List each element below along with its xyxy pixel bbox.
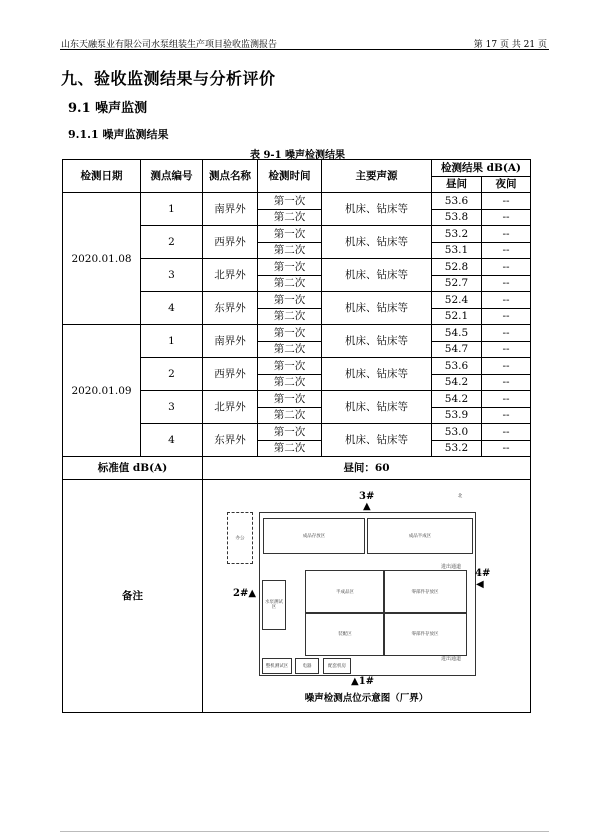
source-cell: 机床、钻床等 bbox=[322, 325, 432, 358]
day-value-cell: 53.6 bbox=[432, 358, 482, 375]
time-cell: 第二次 bbox=[258, 242, 322, 259]
point-name-cell: 东界外 bbox=[203, 424, 258, 457]
col-point-no: 测点编号 bbox=[141, 160, 203, 193]
date-cell: 2020.01.09 bbox=[63, 325, 141, 457]
time-cell: 第二次 bbox=[258, 407, 322, 424]
night-value-cell: -- bbox=[482, 193, 531, 210]
point-no-cell: 4 bbox=[141, 424, 203, 457]
time-cell: 第一次 bbox=[258, 358, 322, 375]
night-value-cell: -- bbox=[482, 259, 531, 276]
subsection-heading: 9.1 噪声监测 bbox=[68, 101, 148, 116]
noise-result-table bbox=[62, 159, 531, 713]
night-value-cell: -- bbox=[482, 407, 531, 424]
night-value-cell: -- bbox=[482, 308, 531, 325]
time-cell: 第一次 bbox=[258, 424, 322, 441]
remark-cell bbox=[203, 480, 531, 713]
day-value-cell: 53.8 bbox=[432, 209, 482, 226]
marker-3-triangle-icon: ▲ bbox=[363, 501, 371, 512]
subsubsection-heading: 9.1.1 噪声监测结果 bbox=[68, 128, 169, 141]
col-date: 检测日期 bbox=[63, 160, 141, 193]
gen-room: 配套机房 bbox=[323, 658, 351, 674]
parts-store-area: 零部件存放区 bbox=[383, 570, 467, 614]
source-cell: 机床、钻床等 bbox=[322, 391, 432, 424]
source-cell: 机床、钻床等 bbox=[322, 193, 432, 226]
footer-divider bbox=[60, 831, 549, 832]
time-cell: 第二次 bbox=[258, 308, 322, 325]
source-cell: 机床、钻床等 bbox=[322, 292, 432, 325]
point-no-cell: 2 bbox=[141, 358, 203, 391]
finished-area: 成品存放区 bbox=[263, 518, 365, 554]
north-arrow-icon: 北 bbox=[457, 493, 463, 499]
time-cell: 第二次 bbox=[258, 341, 322, 358]
point-no-cell: 1 bbox=[141, 193, 203, 226]
day-value-cell: 53.2 bbox=[432, 226, 482, 243]
test-area: 整机测试区 bbox=[262, 658, 292, 674]
time-cell: 第一次 bbox=[258, 193, 322, 210]
table-row bbox=[63, 325, 531, 342]
remark-label: 备注 bbox=[63, 480, 203, 713]
time-cell: 第一次 bbox=[258, 259, 322, 276]
source-cell: 机床、钻床等 bbox=[322, 259, 432, 292]
page-number: 第 17 页 共 21 页 bbox=[473, 40, 547, 50]
col-result: 检测结果 dB(A) bbox=[432, 160, 531, 177]
exit-arrow-1: 进出通道 bbox=[441, 564, 462, 570]
electric-room: 电器 bbox=[295, 658, 319, 674]
night-value-cell: -- bbox=[482, 374, 531, 391]
time-cell: 第一次 bbox=[258, 325, 322, 342]
point-name-cell: 南界外 bbox=[203, 193, 258, 226]
day-value-cell: 53.6 bbox=[432, 193, 482, 210]
point-no-cell: 3 bbox=[141, 259, 203, 292]
day-value-cell: 53.0 bbox=[432, 424, 482, 441]
night-value-cell: -- bbox=[482, 440, 531, 457]
header-title: 山东天融泵业有限公司水泵组装生产项目验收监测报告 bbox=[61, 40, 278, 50]
night-value-cell: -- bbox=[482, 325, 531, 342]
marker-2: 2#▲ bbox=[233, 588, 257, 599]
assembly-area: 装配区 bbox=[305, 612, 385, 656]
time-cell: 第二次 bbox=[258, 275, 322, 292]
night-value-cell: -- bbox=[482, 358, 531, 375]
time-cell: 第一次 bbox=[258, 292, 322, 309]
standard-label: 标准值 dB(A) bbox=[63, 457, 203, 480]
marker-4-triangle-icon: ◀ bbox=[476, 579, 484, 590]
point-no-cell: 2 bbox=[141, 226, 203, 259]
marker-3: 3# bbox=[359, 491, 375, 502]
source-cell: 机床、钻床等 bbox=[322, 358, 432, 391]
marker-4: 4# bbox=[475, 568, 491, 579]
source-cell: 机床、钻床等 bbox=[322, 226, 432, 259]
night-value-cell: -- bbox=[482, 209, 531, 226]
night-value-cell: -- bbox=[482, 242, 531, 259]
day-value-cell: 54.2 bbox=[432, 374, 482, 391]
rough-area: 半成品区 bbox=[305, 570, 385, 614]
day-value-cell: 53.1 bbox=[432, 242, 482, 259]
section-heading: 九、验收监测结果与分析评价 bbox=[61, 69, 276, 88]
source-cell: 机床、钻床等 bbox=[322, 424, 432, 457]
point-name-cell: 西界外 bbox=[203, 358, 258, 391]
date-cell: 2020.01.08 bbox=[63, 193, 141, 325]
day-value-cell: 54.2 bbox=[432, 391, 482, 408]
night-value-cell: -- bbox=[482, 275, 531, 292]
point-name-cell: 南界外 bbox=[203, 325, 258, 358]
time-cell: 第二次 bbox=[258, 209, 322, 226]
point-name-cell: 北界外 bbox=[203, 259, 258, 292]
day-value-cell: 53.9 bbox=[432, 407, 482, 424]
map-title: 噪声检测点位示意图（厂界） bbox=[304, 693, 429, 704]
marker-1: ▲1# bbox=[351, 676, 375, 687]
time-cell: 第二次 bbox=[258, 440, 322, 457]
time-cell: 第二次 bbox=[258, 374, 322, 391]
standard-value: 昼间：60 bbox=[203, 457, 531, 480]
night-value-cell: -- bbox=[482, 292, 531, 309]
col-point-name: 测点名称 bbox=[203, 160, 258, 193]
office-box: 办公 bbox=[227, 512, 253, 564]
col-source: 主要声源 bbox=[322, 160, 432, 193]
day-value-cell: 52.7 bbox=[432, 275, 482, 292]
raw-area: 成品半成区 bbox=[367, 518, 473, 554]
night-value-cell: -- bbox=[482, 424, 531, 441]
table-caption: 表 9-1 噪声检测结果 bbox=[249, 150, 346, 161]
point-name-cell: 北界外 bbox=[203, 391, 258, 424]
header-divider bbox=[60, 49, 549, 50]
point-name-cell: 东界外 bbox=[203, 292, 258, 325]
night-value-cell: -- bbox=[482, 226, 531, 243]
parts-area: 零部件存放区 bbox=[383, 612, 467, 656]
table-row bbox=[63, 193, 531, 210]
water-test-area: 水泵测试区 bbox=[262, 580, 286, 630]
day-value-cell: 52.4 bbox=[432, 292, 482, 309]
col-night: 夜间 bbox=[482, 176, 531, 193]
point-no-cell: 3 bbox=[141, 391, 203, 424]
night-value-cell: -- bbox=[482, 391, 531, 408]
day-value-cell: 53.2 bbox=[432, 440, 482, 457]
col-day: 昼间 bbox=[432, 176, 482, 193]
site-map bbox=[203, 480, 530, 712]
point-no-cell: 4 bbox=[141, 292, 203, 325]
time-cell: 第一次 bbox=[258, 391, 322, 408]
point-no-cell: 1 bbox=[141, 325, 203, 358]
col-time: 检测时间 bbox=[258, 160, 322, 193]
day-value-cell: 52.1 bbox=[432, 308, 482, 325]
day-value-cell: 52.8 bbox=[432, 259, 482, 276]
day-value-cell: 54.7 bbox=[432, 341, 482, 358]
time-cell: 第一次 bbox=[258, 226, 322, 243]
point-name-cell: 西界外 bbox=[203, 226, 258, 259]
exit-arrow-2: 进出通道 bbox=[441, 656, 462, 662]
night-value-cell: -- bbox=[482, 341, 531, 358]
day-value-cell: 54.5 bbox=[432, 325, 482, 342]
